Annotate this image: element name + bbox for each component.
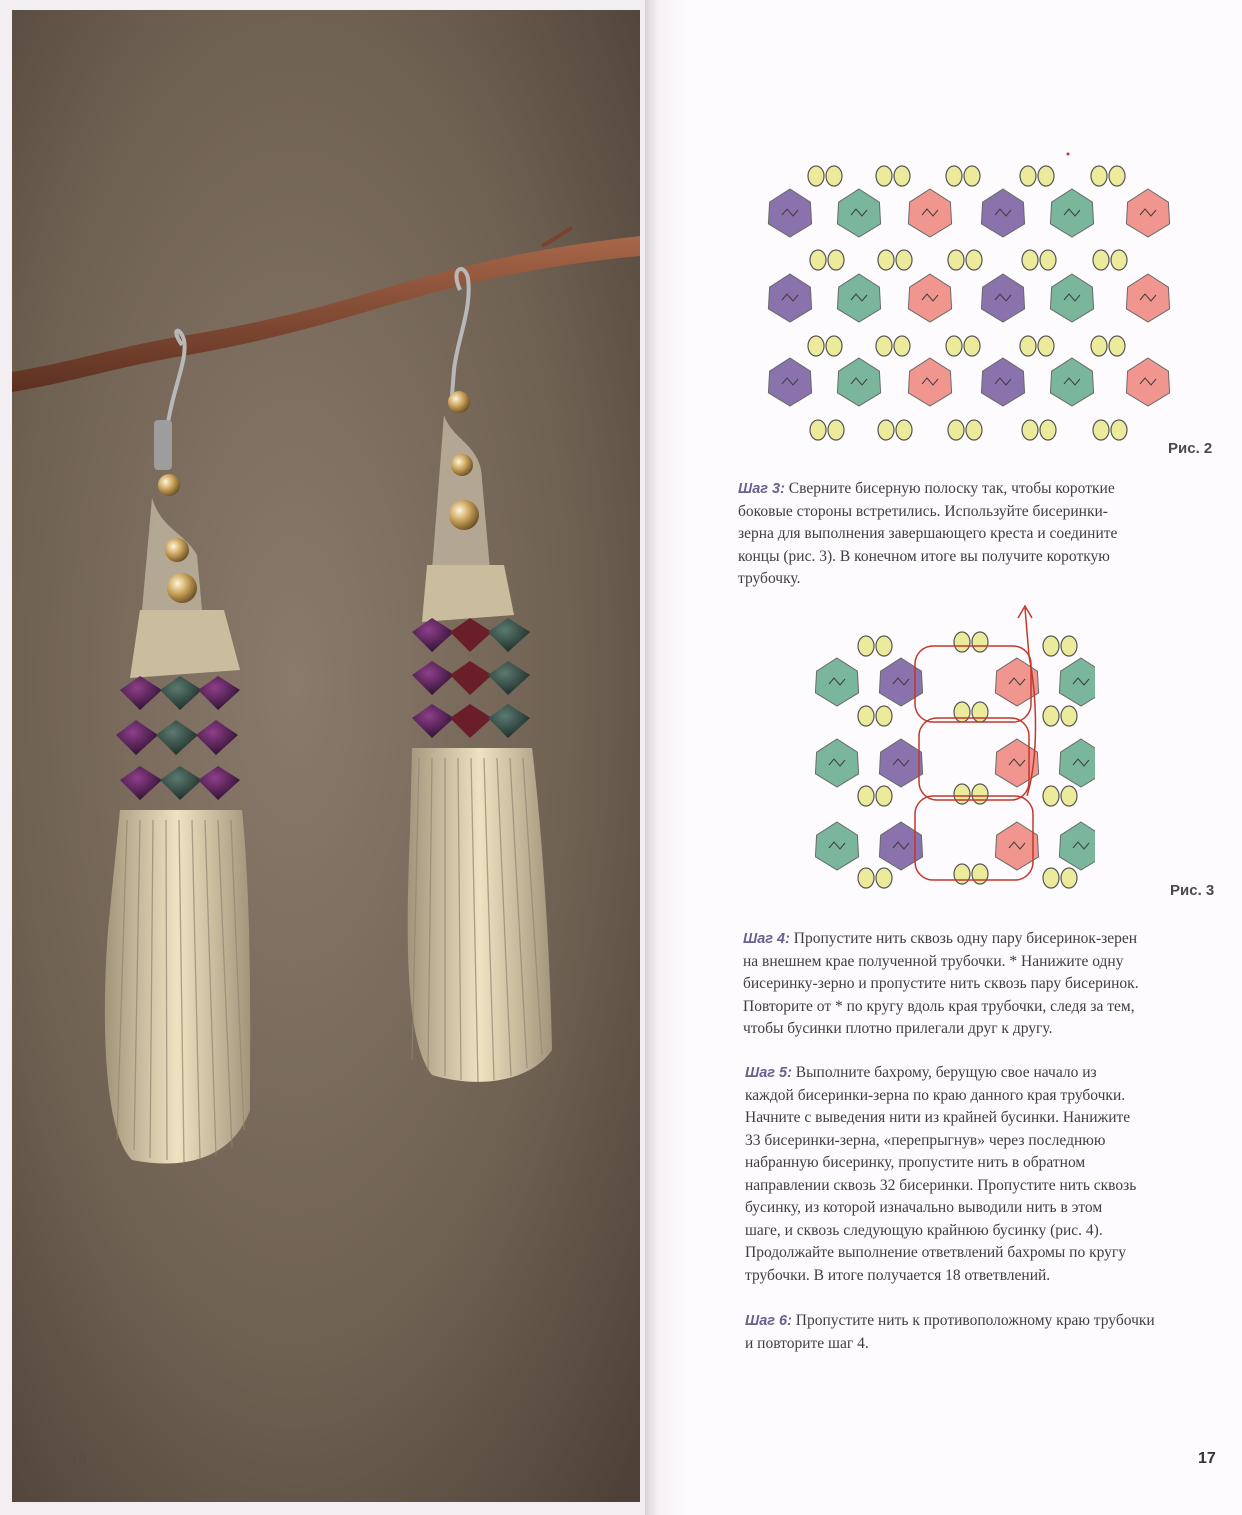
seed-bead-pair — [1022, 250, 1056, 270]
seed-bead-pair — [954, 784, 988, 804]
crystal-bead — [995, 739, 1038, 787]
step-6-text: Шаг 6: Пропустите нить к противоположному краю трубочки и повторите шаг 4. — [745, 1312, 1155, 1352]
step-4-text: Шаг 4: Пропустите нить сквозь одну пару бисеринок-зерен на внешнем крае полученной трубочки. * Нанижите одну бисеринку-зерно и пропустите нить сквозь пару бисеринок. Повторите от * по кругу вдоль края трубочки, следя за тем, чтобы бусинки плотно прилегали друг к другу. — [743, 930, 1139, 1037]
crystal-bead — [981, 358, 1024, 406]
seed-bead-pair — [1093, 250, 1127, 270]
crystal-bead — [879, 658, 922, 706]
crystal-bead — [1050, 358, 1093, 406]
seed-bead-pair — [1043, 786, 1077, 806]
crystal-bead — [1059, 658, 1095, 706]
seed-bead-pair — [1043, 636, 1077, 656]
crystal-bead — [981, 274, 1024, 322]
crystal-bead — [1126, 358, 1169, 406]
crystal-bead — [768, 358, 811, 406]
crystal-bead — [1126, 274, 1169, 322]
crystal-bead — [995, 822, 1038, 870]
page-number-right: 17 — [1198, 1450, 1216, 1467]
seed-bead-pair — [1022, 420, 1056, 440]
step-3-text: Шаг 3: Сверните бисерную полоску так, чтобы короткие боковые стороны встретились. Используйте бисеринки- зерна для выполнения завершающего креста и соедините концы (рис. 3). В конечном итоге вы получите короткую трубочку. — [738, 480, 1118, 587]
ink-mark — [1067, 153, 1070, 156]
seed-bead-pair — [858, 868, 892, 888]
step-3-label: Шаг 3: — [738, 481, 785, 497]
seed-bead-pair — [876, 166, 910, 186]
seed-bead-pair — [946, 166, 980, 186]
crystal-bead — [908, 189, 951, 237]
crystal-bead — [879, 739, 922, 787]
crystal-bead — [1059, 739, 1095, 787]
seed-bead-pair — [1093, 420, 1127, 440]
page-number-left: 16 — [70, 1452, 87, 1469]
seed-bead-pair — [954, 632, 988, 652]
crystal-bead — [1050, 189, 1093, 237]
crystal-bead — [768, 189, 811, 237]
seed-bead-pair — [948, 420, 982, 440]
step-5-text: Шаг 5: Выполните бахрому, берущую свое начало из каждой бисеринки-зерна по краю данного края трубочки. Начните с выведения нити из крайней бусинки. Нанижите 33 бисеринки-зерна, «перепрыгнув» через последнюю набранную бисеринку, пропустите нить в обратном направлении сквозь 32 бисеринки. Пропустите нить сквозь бусинку, из которой изначально выводили нить в этом шаге, и сквозь следующую крайнюю бусинку (рис. 4). Продолжайте выполнение ответвлений бахромы по кругу трубочки. В итоге получается 18 ответвлений. — [745, 1064, 1137, 1284]
seed-bead-pair — [1043, 868, 1077, 888]
crystal-bead — [1059, 822, 1095, 870]
seed-bead-pair — [858, 636, 892, 656]
earrings-photo — [12, 10, 640, 1502]
seed-bead-pair — [1043, 706, 1077, 726]
seed-bead-pair — [858, 786, 892, 806]
crystal-bead — [837, 274, 880, 322]
crystal-bead — [815, 822, 858, 870]
crystal-bead — [815, 658, 858, 706]
crystal-bead — [815, 739, 858, 787]
seed-bead-pair — [948, 250, 982, 270]
seed-bead-pair — [878, 250, 912, 270]
seed-bead-pair — [1020, 336, 1054, 356]
crystal-bead — [981, 189, 1024, 237]
step-4-label: Шаг 4: — [743, 931, 790, 947]
crystal-bead — [837, 189, 880, 237]
crystal-bead — [1126, 189, 1169, 237]
crystal-bead — [908, 274, 951, 322]
seed-bead-pair — [954, 864, 988, 884]
seed-bead-pair — [946, 336, 980, 356]
figure-3-bead-diagram — [815, 596, 1095, 896]
seed-bead-pair — [1091, 336, 1125, 356]
figure-2-bead-diagram — [755, 148, 1195, 448]
crystal-bead — [908, 358, 951, 406]
seed-bead-pair — [876, 336, 910, 356]
seed-bead-pair — [1091, 166, 1125, 186]
step-5-label: Шаг 5: — [745, 1065, 792, 1081]
crystal-bead — [995, 658, 1038, 706]
seed-bead-pair — [808, 166, 842, 186]
figure-3-label: Рис. 3 — [1170, 882, 1215, 899]
seed-bead-pair — [1020, 166, 1054, 186]
crystal-bead — [879, 822, 922, 870]
seed-bead-pair — [954, 702, 988, 722]
crystal-bead — [1050, 274, 1093, 322]
seed-bead-pair — [810, 250, 844, 270]
crystal-bead — [768, 274, 811, 322]
seed-bead-pair — [858, 706, 892, 726]
seed-bead-pair — [810, 420, 844, 440]
figure-2-label: Рис. 2 — [1168, 440, 1213, 457]
crystal-bead — [837, 358, 880, 406]
step-6-label: Шаг 6: — [745, 1313, 792, 1329]
seed-bead-pair — [808, 336, 842, 356]
seed-bead-pair — [878, 420, 912, 440]
